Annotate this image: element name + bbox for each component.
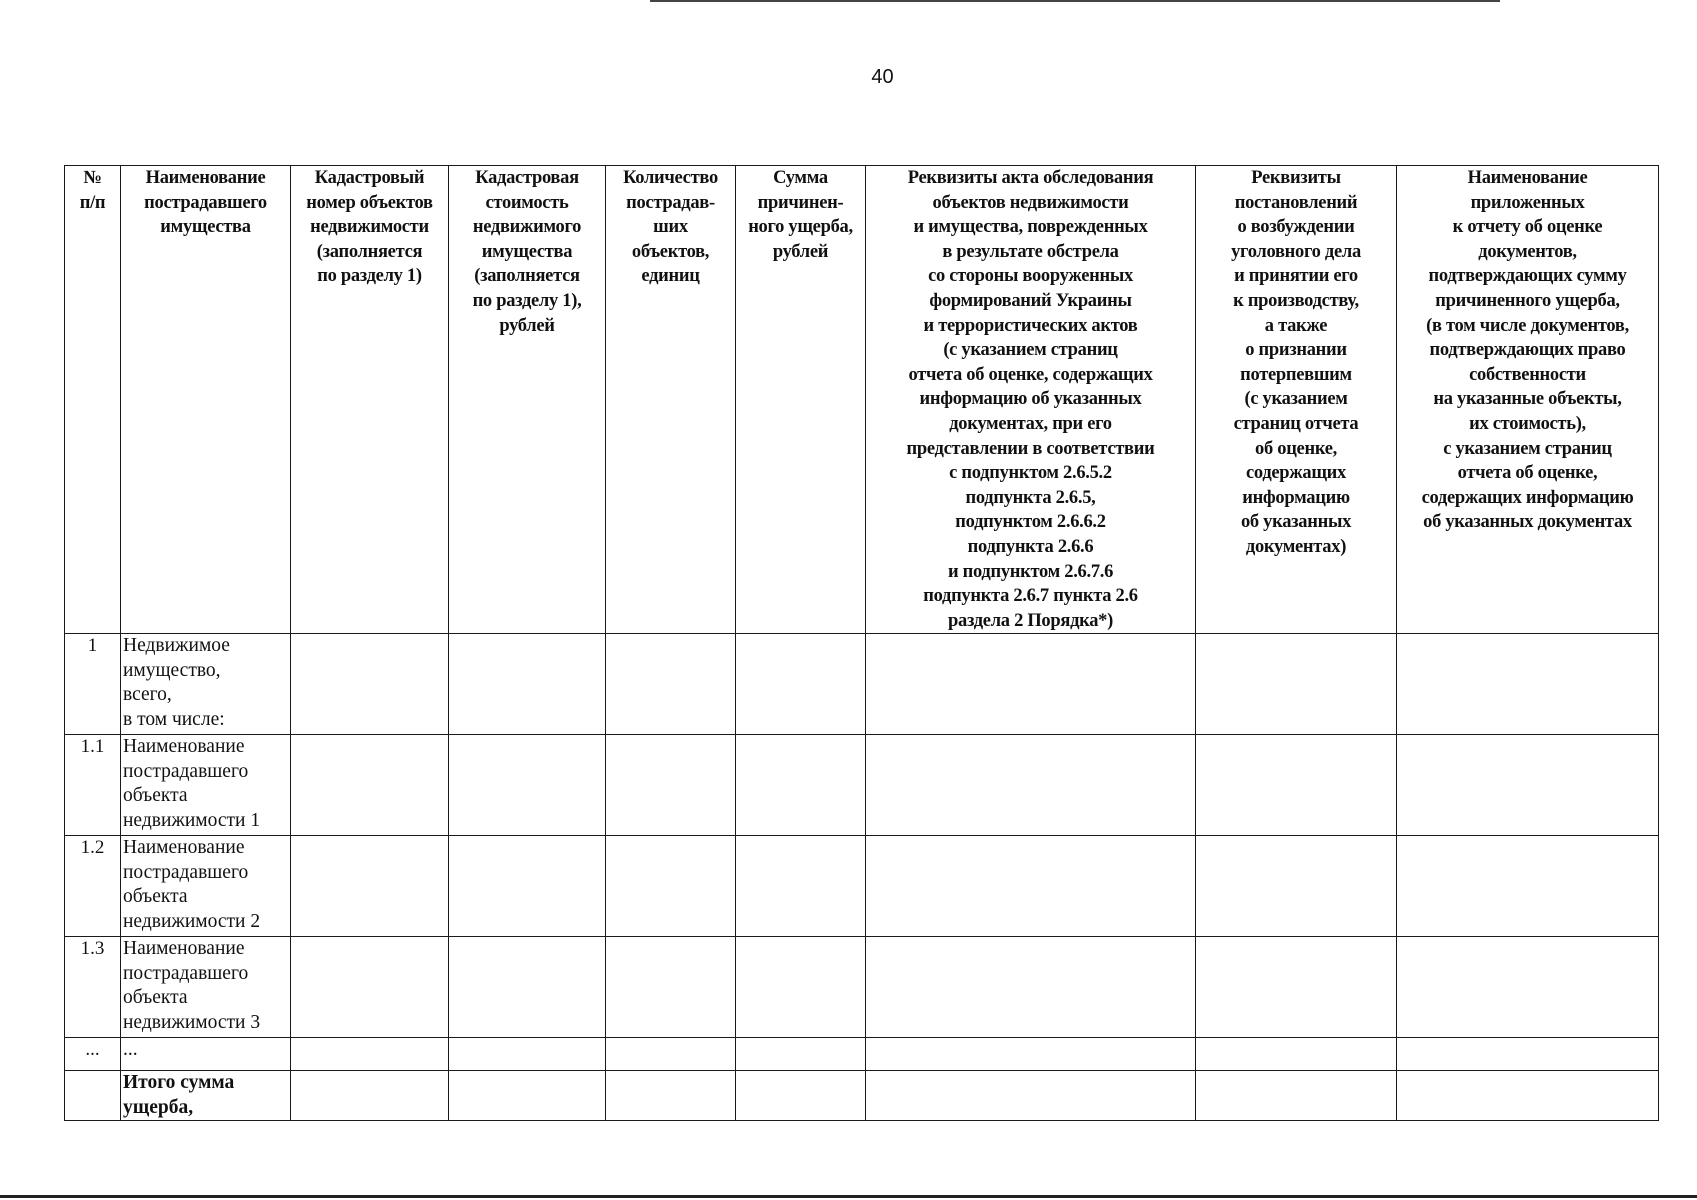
empty-cell <box>291 634 449 735</box>
row-name: Недвижимое имущество, всего, в том числе: <box>121 634 291 735</box>
header-number: № п/п <box>65 166 121 634</box>
row-number: 1.1 <box>65 735 121 836</box>
row-name: Наименование пострадавшего объекта недвижимости 3 <box>121 937 291 1038</box>
row-number: 1 <box>65 634 121 735</box>
empty-cell <box>1397 1038 1659 1071</box>
row-number: ... <box>65 1038 121 1071</box>
row-name: ... <box>121 1038 291 1071</box>
empty-cell <box>866 634 1196 735</box>
empty-cell <box>1397 1071 1659 1121</box>
empty-cell <box>736 836 866 937</box>
table-row-total <box>65 1071 1659 1121</box>
empty-cell <box>866 836 1196 937</box>
table-header-row <box>65 166 1659 634</box>
empty-cell <box>1196 937 1397 1038</box>
empty-cell <box>291 937 449 1038</box>
table-row <box>65 937 1659 1038</box>
page-number: 40 <box>871 66 894 88</box>
row-number <box>65 1071 121 1121</box>
empty-cell <box>736 735 866 836</box>
empty-cell <box>1196 1071 1397 1121</box>
top-scan-rule <box>650 0 1500 2</box>
empty-cell <box>736 1038 866 1071</box>
row-name-total: Итого сумма ущерба, <box>121 1071 291 1121</box>
header-cadastral-number: Кадастровый номер объектов недвижимости (заполняется по разделу 1) <box>291 166 449 634</box>
table-row <box>65 735 1659 836</box>
header-criminal-case-details: Реквизиты постановлений о возбуждении уголовного дела и принятии его к производству, а также о признании потерпевшим (с указанием страниц отчета об оценке, содержащих информацию об указанных документах) <box>1196 166 1397 634</box>
empty-cell <box>606 836 736 937</box>
header-affected-count: Количество пострадав- ших объектов, единиц <box>606 166 736 634</box>
empty-cell <box>449 937 606 1038</box>
empty-cell <box>291 1071 449 1121</box>
empty-cell <box>866 1071 1196 1121</box>
empty-cell <box>606 634 736 735</box>
empty-cell <box>449 634 606 735</box>
empty-cell <box>866 735 1196 836</box>
empty-cell <box>606 735 736 836</box>
row-number: 1.3 <box>65 937 121 1038</box>
empty-cell <box>606 1071 736 1121</box>
empty-cell <box>449 1071 606 1121</box>
empty-cell <box>1397 937 1659 1038</box>
empty-cell <box>1196 1038 1397 1071</box>
header-damage-amount: Сумма причинен- ного ущерба, рублей <box>736 166 866 634</box>
empty-cell <box>449 1038 606 1071</box>
table-row <box>65 1038 1659 1071</box>
row-name: Наименование пострадавшего объекта недвижимости 1 <box>121 735 291 836</box>
empty-cell <box>866 937 1196 1038</box>
empty-cell <box>291 1038 449 1071</box>
empty-cell <box>449 836 606 937</box>
empty-cell <box>449 735 606 836</box>
damage-report-table <box>64 165 1659 1121</box>
empty-cell <box>291 836 449 937</box>
empty-cell <box>291 735 449 836</box>
table-row <box>65 634 1659 735</box>
row-name: Наименование пострадавшего объекта недвижимости 2 <box>121 836 291 937</box>
empty-cell <box>1397 735 1659 836</box>
empty-cell <box>866 1038 1196 1071</box>
bottom-scan-rule <box>0 1195 1697 1198</box>
header-survey-act-details: Реквизиты акта обследования объектов недвижимости и имущества, поврежденных в результате обстрела со стороны вооруженных формирований Украины и террористических актов (с указанием страниц отчета об оценке, содержащих информацию об указанных документах, при его представлении в соответствии с подпунктом 2.6.5.2 подпункта 2.6.5, подпунктом 2.6.6.2 подпункта 2.6.6 и подпунктом 2.6.7.6 подпункта 2.6.7 пункта 2.6 раздела 2 Порядка*) <box>866 166 1196 634</box>
row-number: 1.2 <box>65 836 121 937</box>
empty-cell <box>606 937 736 1038</box>
empty-cell <box>1196 735 1397 836</box>
table-row <box>65 836 1659 937</box>
header-property-name: Наименование пострадавшего имущества <box>121 166 291 634</box>
header-cadastral-value: Кадастровая стоимость недвижимого имущества (заполняется по разделу 1), рублей <box>449 166 606 634</box>
empty-cell <box>1397 634 1659 735</box>
header-attached-documents: Наименование приложенных к отчету об оценке документов, подтверждающих сумму причиненного ущерба, (в том числе документов, подтверждающих право собственности на указанные объекты, их стоимость), с указанием страниц отчета об оценке, содержащих информацию об указанных документах <box>1397 166 1659 634</box>
empty-cell <box>606 1038 736 1071</box>
empty-cell <box>736 1071 866 1121</box>
empty-cell <box>736 937 866 1038</box>
empty-cell <box>1196 634 1397 735</box>
empty-cell <box>736 634 866 735</box>
empty-cell <box>1397 836 1659 937</box>
empty-cell <box>1196 836 1397 937</box>
